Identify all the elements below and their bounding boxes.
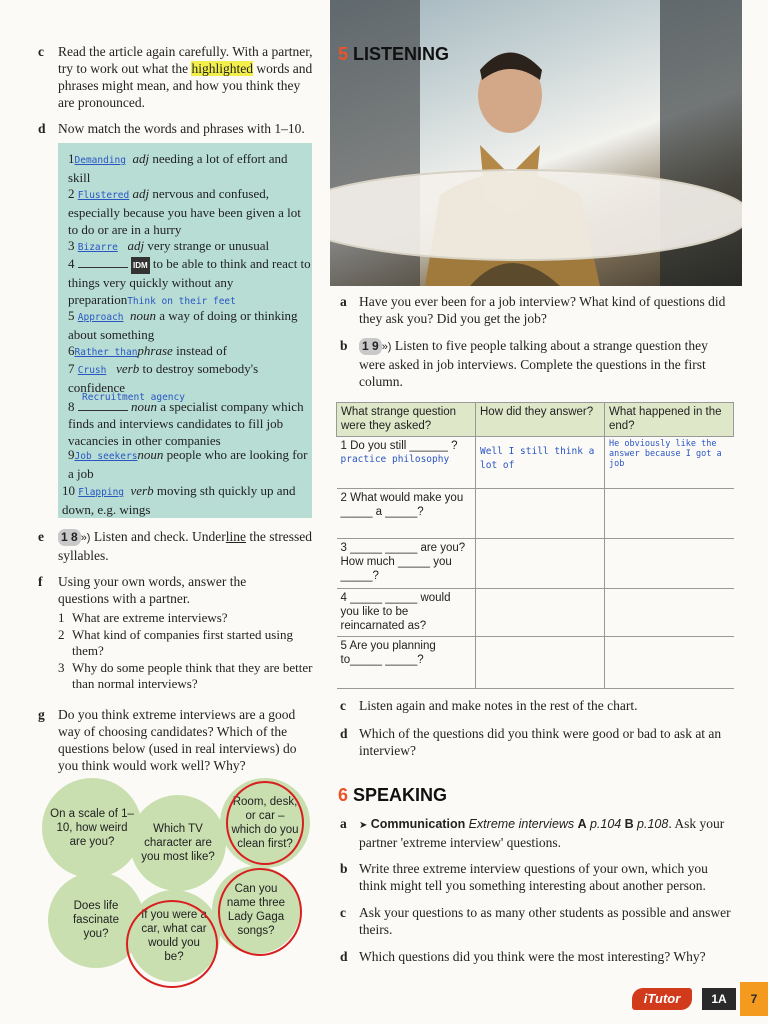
exercise-text: Have you ever been for a job interview? What kind of questions did they ask you? Did you get the job? xyxy=(359,294,726,326)
exercise-text: the stressed syllables. xyxy=(58,529,313,563)
part-of-speech: adj xyxy=(132,151,150,166)
definition: instead of xyxy=(176,343,227,358)
definition: nervous and confused, especially because you have been given a lot to do or are in a hurry xyxy=(68,186,301,237)
exercise-text: Listen to five people talking about a strange question they were asked in job interviews. Complete the questions in the first column. xyxy=(359,338,708,389)
exercise-c xyxy=(38,43,313,111)
exercise-text: words and phrases might mean, and how you think they are pronounced. xyxy=(58,61,313,110)
question-text: 1 Do you still ______ ? xyxy=(340,440,458,452)
exercise-text: Which of the questions did you think were good or bad to ask at an interview? xyxy=(359,726,722,758)
vocab-item-10 xyxy=(62,482,312,518)
annotation-circle xyxy=(226,781,304,865)
annotation-circle xyxy=(126,900,218,988)
section-number: 6 xyxy=(338,785,349,805)
vocab-item-6 xyxy=(68,342,312,361)
vocab-item-4 xyxy=(68,255,312,310)
page-ref-letter: A xyxy=(577,817,587,831)
question-cell[interactable]: 4 _____ _____ would you like to be reincarnated as? xyxy=(337,589,476,637)
activity-title: Extreme interviews xyxy=(468,817,575,831)
exercise-letter: b xyxy=(340,861,348,876)
outcome-cell[interactable] xyxy=(605,539,734,589)
definition: people who are looking for a job xyxy=(68,447,308,481)
exercise-text: . Ask your partner 'extreme interview' questions. xyxy=(359,816,725,850)
definition: to be able to think and react to things very quickly without any preparation xyxy=(68,256,311,307)
speaking-d xyxy=(340,948,735,965)
answer-blank[interactable] xyxy=(78,267,128,268)
part-of-speech: verb xyxy=(130,483,154,498)
listening-b: b 1 9 ») Listen to five people talking about a strange question they were asked in job interviews. Complete the questions in the first column. xyxy=(340,338,708,389)
outcome-cell[interactable] xyxy=(605,589,734,637)
vocab-item-8 xyxy=(68,392,312,449)
item-number: 5 xyxy=(68,308,75,323)
speaking-a xyxy=(340,815,735,851)
item-number: 10 xyxy=(62,483,75,498)
exercise-letter: a xyxy=(340,816,347,831)
question-text: What kind of companies first started using them? xyxy=(72,627,293,658)
idiom-tag: IDM xyxy=(131,257,150,274)
outcome-cell[interactable] xyxy=(605,489,734,539)
part-of-speech: noun xyxy=(130,308,157,323)
arrow-icon: ➤ xyxy=(359,820,368,831)
interview-photo xyxy=(330,0,742,286)
table-row xyxy=(337,489,734,539)
vocab-item-3 xyxy=(68,237,312,256)
exercise-text: Write three extreme interview questions of your own, which you think might tell you something interesting about another person. xyxy=(359,861,708,893)
exercise-letter: d xyxy=(38,121,46,136)
bubble-text: Which TV character are you most like? xyxy=(141,823,215,863)
unit-label: 1A xyxy=(711,992,727,1006)
question-cell[interactable] xyxy=(337,437,476,489)
vocab-item-2 xyxy=(68,185,312,238)
exercise-text: Ask your questions to as many other students as possible and answer theirs. xyxy=(359,905,731,937)
exercise-e: e 1 8 ») Listen and check. Underline the stressed syllables. xyxy=(38,529,313,563)
item-number: 9 xyxy=(68,447,75,462)
handwritten-answer[interactable]: Recruitment agency xyxy=(82,392,185,403)
question-item: 1 What are extreme interviews? xyxy=(58,610,228,625)
vocab-item-9 xyxy=(68,446,312,482)
answer-cell[interactable]: Well I still think a lot of xyxy=(476,437,605,489)
part-of-speech: adj xyxy=(132,186,150,201)
bubble-text: Does life fascinate you? xyxy=(72,900,120,940)
question-bubble xyxy=(130,795,226,891)
definition: needing a lot of effort and skill xyxy=(68,151,288,185)
exercise-letter: b xyxy=(340,338,348,353)
part-of-speech: adj xyxy=(127,238,145,253)
definition: very strange or unusual xyxy=(147,238,270,253)
communication-link[interactable]: Communication xyxy=(370,817,466,831)
definition: a way of doing or thinking about something xyxy=(68,308,298,342)
table-header xyxy=(337,403,734,437)
part-of-speech: verb xyxy=(116,361,140,376)
listening-c xyxy=(340,697,735,714)
exercise-letter: c xyxy=(340,698,346,713)
bubble-text: Room, desk, or car – which do you clean first? xyxy=(231,796,299,850)
section-listening-title xyxy=(338,44,449,65)
listening-d xyxy=(340,725,735,759)
section-title: SPEAKING xyxy=(353,785,448,805)
exercise-letter: g xyxy=(38,707,45,722)
audio-track-icon[interactable]: 1 9 xyxy=(359,338,382,355)
outcome-cell[interactable] xyxy=(605,637,734,689)
exercise-g xyxy=(38,706,313,774)
itutor-logo[interactable] xyxy=(632,988,692,1010)
brand-text: iTutor xyxy=(643,991,681,1006)
exercise-letter: d xyxy=(340,949,348,964)
column-header: What happened in the end? xyxy=(605,403,734,437)
page-ref[interactable]: p.104 xyxy=(589,817,622,831)
question-text: What are extreme interviews? xyxy=(72,610,228,625)
answer-cell[interactable] xyxy=(476,489,605,539)
vocab-item-1 xyxy=(68,150,312,186)
question-item: 3 Why do some people think that they are better than normal interviews? xyxy=(58,660,313,691)
exercise-d xyxy=(38,120,318,137)
table-row xyxy=(337,539,734,589)
table-row xyxy=(337,437,734,489)
part-of-speech: noun xyxy=(137,447,164,462)
handwritten-answer[interactable]: Crush xyxy=(77,365,107,376)
section-title: LISTENING xyxy=(353,44,450,64)
question-item: 2 What kind of companies first started using them? xyxy=(58,627,293,658)
listening-a xyxy=(340,293,735,327)
listening-table xyxy=(336,402,734,689)
part-of-speech: noun xyxy=(131,399,157,414)
handwritten-answer[interactable]: Demanding xyxy=(74,155,126,166)
bubble-text: Can you name three Lady Gaga songs? xyxy=(226,883,286,937)
table-row xyxy=(337,637,734,689)
exercise-text: Listen and check. Under xyxy=(93,529,226,544)
outcome-cell[interactable]: He obviously like the answer because I got a job xyxy=(605,437,734,489)
part-of-speech: phrase xyxy=(137,343,173,358)
exercise-letter: f xyxy=(38,574,43,589)
handwritten-answer[interactable]: Approach xyxy=(77,312,124,323)
handwritten-answer[interactable]: Think on their feet xyxy=(127,296,236,307)
page-ref[interactable]: p.108 xyxy=(637,817,669,831)
bubble-text: If you were a car, what car would you be? xyxy=(141,909,207,963)
exercise-letter: c xyxy=(340,905,346,920)
handwritten-answer[interactable]: Rather than xyxy=(74,347,138,358)
unit-badge xyxy=(702,988,736,1010)
item-number: 3 xyxy=(68,238,75,253)
exercise-text: Now match the words and phrases with 1–10. xyxy=(58,121,305,136)
answer-cell[interactable] xyxy=(476,539,605,589)
question-cell[interactable]: 3 _____ _____ are you? How much _____ you _____? xyxy=(337,539,476,589)
handwritten-answer[interactable]: Flustered xyxy=(77,190,130,201)
page-number xyxy=(740,982,768,1016)
section-number: 5 xyxy=(338,44,349,64)
column-header: How did they answer? xyxy=(476,403,605,437)
handwritten-answer[interactable]: Job seekers xyxy=(74,451,138,462)
exercise-text: Do you think extreme interviews are a good way of choosing candidates? Which of the questions below (used in real interviews) do you think would work well? Why? xyxy=(58,707,297,773)
speaking-c xyxy=(340,904,735,938)
column-header: What strange question were they asked? xyxy=(337,403,476,437)
exercise-text: Using your own words, answer the questions with a partner. xyxy=(58,574,247,606)
table-row xyxy=(337,589,734,637)
underlined-text: line xyxy=(225,529,247,544)
annotation-circle xyxy=(218,868,302,956)
exercise-text: Read the article again carefully. With a partner, try to work out what the xyxy=(58,44,313,76)
item-number: 4 xyxy=(68,256,75,271)
item-number: 6 xyxy=(68,343,75,358)
exercise-letter: c xyxy=(38,44,44,59)
question-cell[interactable]: 5 Are you planning to_____ _____? xyxy=(337,637,476,689)
question-bubble xyxy=(42,778,142,878)
handwritten-answer[interactable]: Bizarre xyxy=(77,242,118,253)
page-number-text: 7 xyxy=(750,992,758,1006)
handwritten-answer[interactable]: Flapping xyxy=(78,487,125,498)
exercise-letter: a xyxy=(340,294,347,309)
exercise-letter: e xyxy=(38,529,44,544)
exercise-f xyxy=(38,573,313,692)
item-number: 1 xyxy=(68,151,75,166)
speaking-b xyxy=(340,860,735,894)
vocab-item-5 xyxy=(68,307,312,343)
section-speaking-title xyxy=(338,785,447,806)
item-number: 7 xyxy=(68,361,75,376)
exercise-letter: d xyxy=(340,726,348,741)
exercise-text: Listen again and make notes in the rest of the chart. xyxy=(359,698,638,713)
definition: moving sth quickly up and down, e.g. wings xyxy=(62,483,296,517)
bubble-text: On a scale of 1–10, how weird are you? xyxy=(50,808,134,848)
audio-track-icon[interactable]: 1 8 xyxy=(58,529,81,546)
photo-illustration xyxy=(330,0,742,286)
item-number: 8 xyxy=(68,399,75,414)
question-cell[interactable]: 2 What would make you _____ a _____? xyxy=(337,489,476,539)
exercise-text: Which questions did you think were the most interesting? Why? xyxy=(359,949,706,964)
page-ref-letter: B xyxy=(624,817,634,831)
item-number: 2 xyxy=(68,186,75,201)
definition: to destroy somebody's confidence xyxy=(68,361,259,395)
answer-cell[interactable] xyxy=(476,589,605,637)
highlighted-word: highlighted xyxy=(191,61,253,76)
answer-cell[interactable] xyxy=(476,637,605,689)
answer-blank xyxy=(78,410,128,411)
handwritten-answer[interactable]: practice philosophy xyxy=(340,454,450,465)
definition: a specialist company which finds and interviews candidates to fill job vacancies in other companies xyxy=(68,399,304,448)
question-text: Why do some people think that they are better than normal interviews? xyxy=(72,660,313,691)
